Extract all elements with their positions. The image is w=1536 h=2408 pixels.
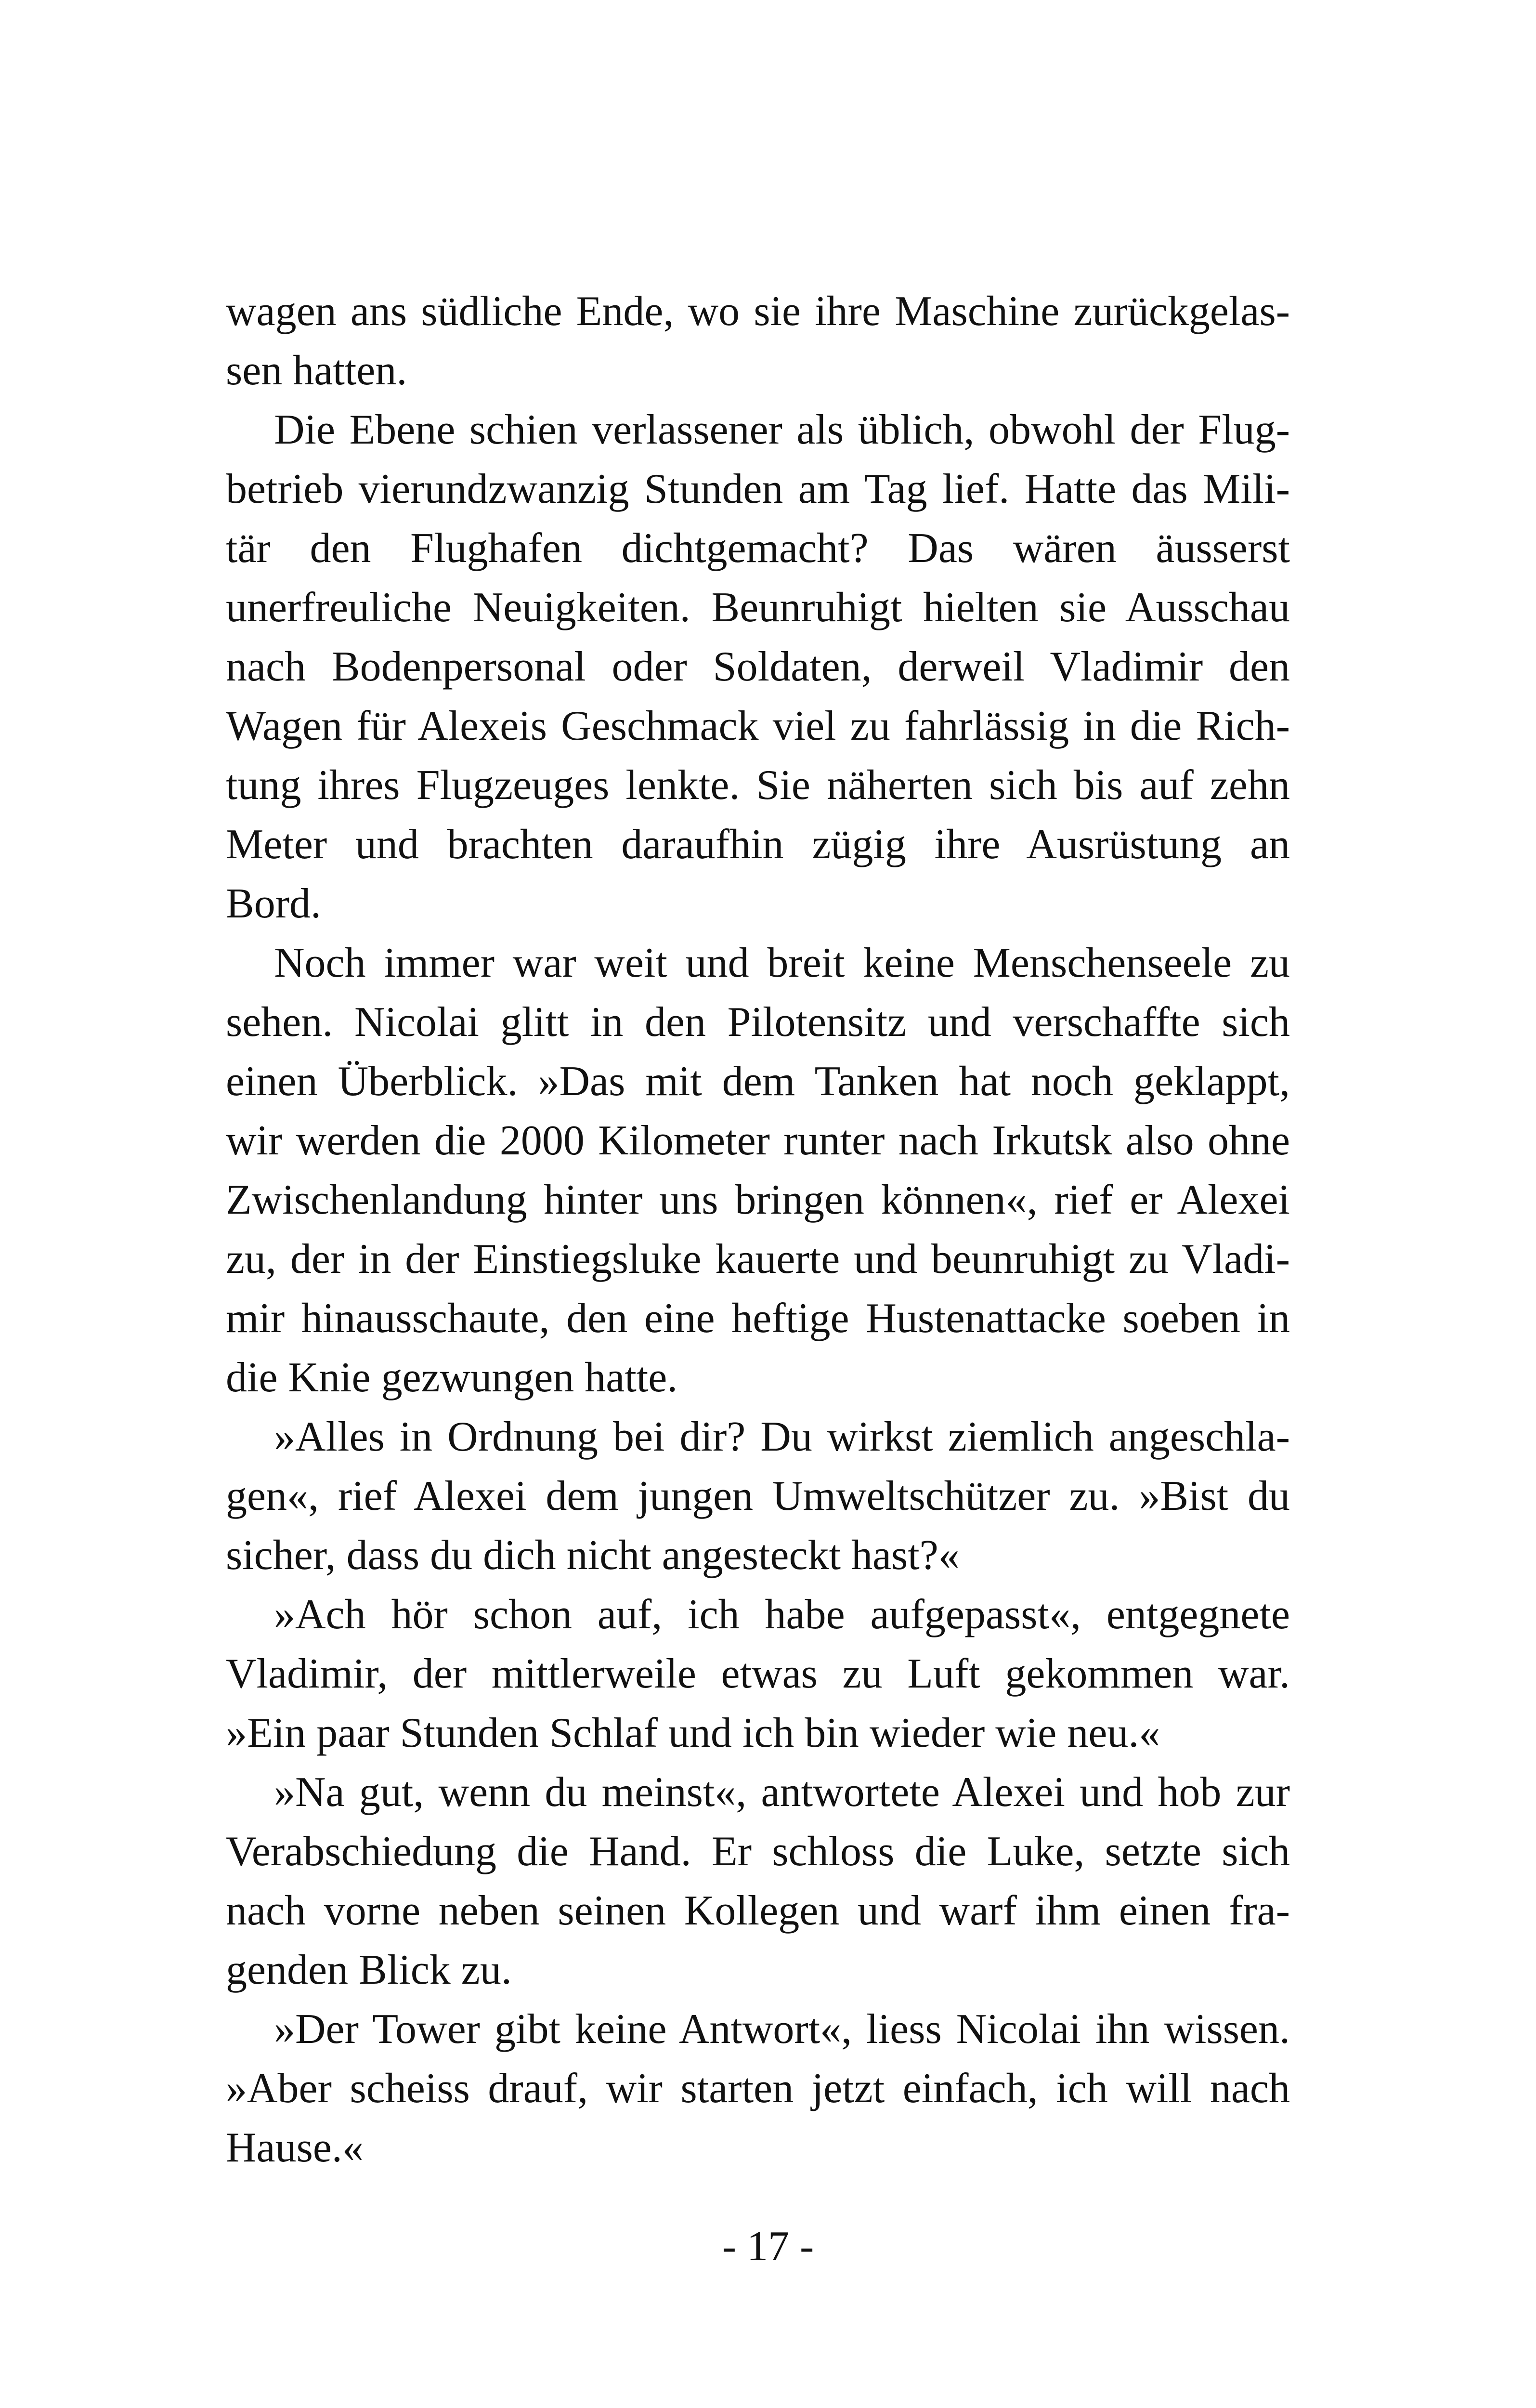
text-line: Noch immer war weit und breit keine Menschenseele zu [274, 940, 1290, 986]
text-line: »Ach hör schon auf, ich habe aufgepasst«, entgegnete [274, 1591, 1290, 1638]
text-line: Wagen für Alexeis Geschmack viel zu fahrlässig in die Rich- [226, 703, 1290, 749]
text-line: »Na gut, wenn du meinst«, antwortete Alexei und hob zur [274, 1769, 1290, 1816]
text-line: gen«, rief Alexei dem jungen Umweltschützer zu. »Bist du [226, 1473, 1290, 1519]
text-line: sehen. Nicolai glitt in den Pilotensitz und verschaffte sich [226, 999, 1290, 1046]
text-line: sicher, dass du dich nicht angesteckt hast?« [226, 1532, 960, 1579]
body-text [226, 282, 1290, 2177]
text-line: tung ihres Flugzeuges lenkte. Sie näherten sich bis auf zehn [226, 762, 1290, 809]
text-line: Zwischenlandung hinter uns bringen können«, rief er Alexei [226, 1177, 1290, 1223]
text-line: Vladimir, der mittlerweile etwas zu Luft gekommen war. [226, 1650, 1290, 1697]
text-line: wir werden die 2000 Kilometer runter nach Irkutsk also ohne [226, 1117, 1290, 1164]
text-line: zu, der in der Einstiegsluke kauerte und beunruhigt zu Vladi- [226, 1236, 1290, 1283]
text-line: einen Überblick. »Das mit dem Tanken hat noch geklappt, [226, 1058, 1290, 1105]
text-line: nach vorne neben seinen Kollegen und warf ihm einen fra- [226, 1887, 1290, 1934]
text-line: mir hinausschaute, den eine heftige Hustenattacke soeben in [226, 1295, 1290, 1342]
text-line: betrieb vierundzwanzig Stunden am Tag lief. Hatte das Mili- [226, 466, 1290, 512]
text-line: die Knie gezwungen hatte. [226, 1354, 678, 1401]
text-line: genden Blick zu. [226, 1947, 512, 1993]
text-line: »Der Tower gibt keine Antwort«, liess Nicolai ihn wissen. [274, 2006, 1290, 2053]
text-line: Bord. [226, 880, 321, 927]
text-line: Meter und brachten daraufhin zügig ihre Ausrüstung an [226, 821, 1290, 868]
text-line: Die Ebene schien verlassener als üblich, obwohl der Flug- [274, 406, 1290, 453]
text-line: unerfreuliche Neuigkeiten. Beunruhigt hielten sie Ausschau [226, 584, 1290, 631]
text-line: tär den Flughafen dichtgemacht? Das wären äusserst [226, 525, 1290, 572]
text-line: »Alles in Ordnung bei dir? Du wirkst ziemlich angeschla- [274, 1413, 1290, 1460]
text-line: wagen ans südliche Ende, wo sie ihre Maschine zurückgelas- [226, 288, 1290, 335]
text-line: sen hatten. [226, 347, 407, 394]
text-line: »Aber scheiss drauf, wir starten jetzt einfach, ich will nach [226, 2065, 1290, 2112]
text-line: Hause.« [226, 2124, 364, 2171]
text-line: »Ein paar Stunden Schlaf und ich bin wieder wie neu.« [226, 1710, 1160, 1756]
text-line: Verabschiedung die Hand. Er schloss die Luke, setzte sich [226, 1828, 1290, 1875]
text-line: nach Bodenpersonal oder Soldaten, derweil Vladimir den [226, 643, 1290, 690]
page-number: - 17 - [722, 2223, 814, 2270]
